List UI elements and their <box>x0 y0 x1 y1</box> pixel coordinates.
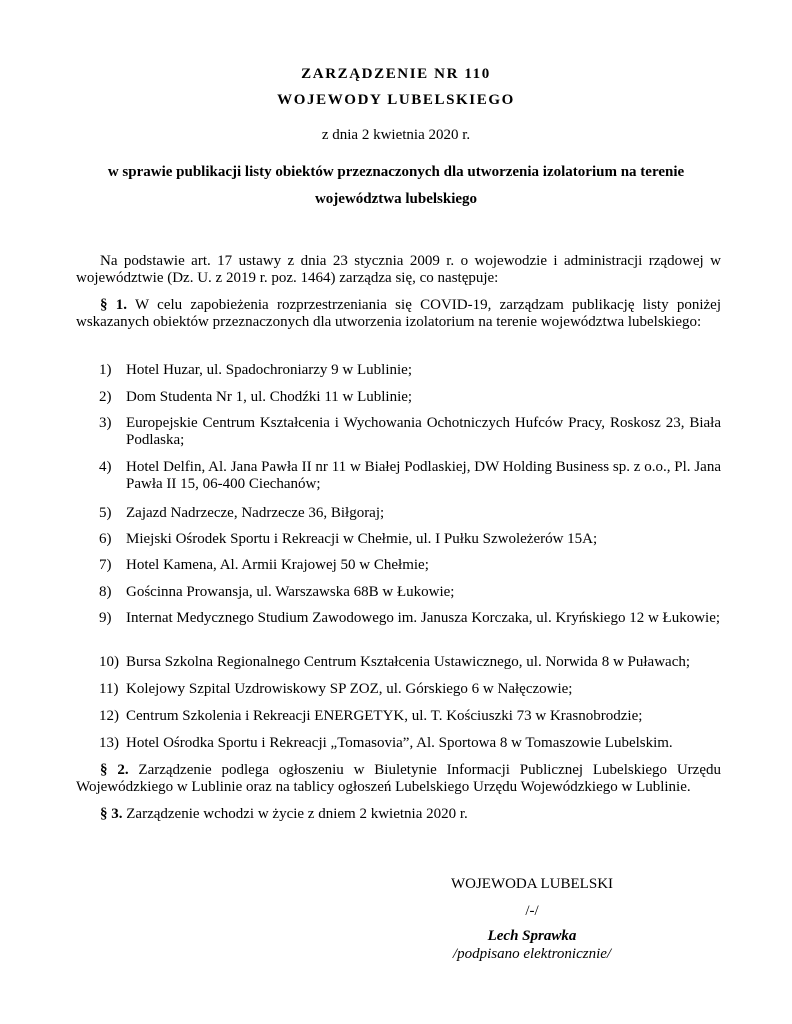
list-item <box>99 389 721 406</box>
list-item-text: Hotel Huzar, ul. Spadochroniarzy 9 w Lublinie; <box>126 362 412 378</box>
list-item-text: Hotel Kamena, Al. Armii Krajowej 50 w Chełmie; <box>126 557 429 573</box>
list-item <box>99 362 721 379</box>
list-item-number: 2) <box>99 389 112 405</box>
list-item-number: 5) <box>99 505 112 521</box>
list-item <box>99 459 721 493</box>
list-item <box>99 557 721 574</box>
signature-office: WOJEWODA LUBELSKI <box>450 876 614 892</box>
list-item-text: Bursa Szkolna Regionalnego Centrum Kształcenia Ustawicznego, ul. Norwida 8 w Puławach; <box>126 654 691 670</box>
list-item-number: 7) <box>99 557 112 573</box>
list-item-number: 12) <box>99 708 119 724</box>
document-title-line2: WOJEWODY LUBELSKIEGO <box>277 92 515 108</box>
paragraph-3-label: § 3. <box>100 806 123 822</box>
list-item-text: Gościnna Prowansja, ul. Warszawska 68B w Łukowie; <box>126 584 455 600</box>
document-date: z dnia 2 kwietnia 2020 r. <box>321 127 471 143</box>
list-item <box>99 610 721 627</box>
list-item-text: Hotel Ośrodka Sportu i Rekreacji „Tomasovia”, Al. Sportowa 8 w Tomaszowie Lubelskim. <box>126 735 673 751</box>
signature-mark: /-/ <box>525 903 539 919</box>
signature-name: Lech Sprawka <box>487 928 577 944</box>
paragraph-1-text: W celu zapobieżenia rozprzestrzeniania się COVID-19, zarządzam publikację listy poniżej wskazanych obiektów przeznaczonych dla utworzenia izolatorium na terenie województwa lubelskiego: <box>76 297 722 330</box>
list-item <box>99 654 721 671</box>
list-item-text: Hotel Delfin, Al. Jana Pawła II nr 11 w Białej Podlaskiej, DW Holding Business sp. z o.o., Pl. Jana Pawła II 15, 06-400 Ciechanów; <box>126 459 721 492</box>
document-subject-line1: w sprawie publikacji listy obiektów przeznaczonych dla utworzenia izolatorium na terenie <box>107 164 685 180</box>
document-subject-line2: województwa lubelskiego <box>314 191 478 207</box>
signature-note: /podpisano elektronicznie/ <box>452 946 612 962</box>
list-item-number: 13) <box>99 735 119 751</box>
list-item-number: 8) <box>99 584 112 600</box>
paragraph-1 <box>76 297 721 331</box>
list-item <box>99 681 721 698</box>
list-item-number: 10) <box>99 654 119 670</box>
list-item-text: Dom Studenta Nr 1, ul. Chodźki 11 w Lublinie; <box>126 389 413 405</box>
paragraph-2 <box>76 762 721 796</box>
paragraph-3-text: Zarządzenie wchodzi w życie z dniem 2 kwietnia 2020 r. <box>122 806 468 822</box>
list-item-number: 1) <box>99 362 112 378</box>
list-item-number: 11) <box>99 681 119 697</box>
paragraph-2-text: Zarządzenie podlega ogłoszeniu w Biuletynie Informacji Publicznej Lubelskiego Urzędu Wojewódzkiego w Lublinie oraz na tablicy ogłoszeń Lubelskiego Urzędu Wojewódzkiego w Lublinie. <box>76 762 721 795</box>
list-item-number: 3) <box>99 415 112 431</box>
list-item <box>99 584 721 601</box>
list-item <box>99 708 721 725</box>
document-title-line1: ZARZĄDZENIE NR 110 <box>301 66 491 82</box>
list-item-text: Centrum Szkolenia i Rekreacji ENERGETYK, ul. T. Kościuszki 73 w Krasnobrodzie; <box>126 708 643 724</box>
paragraph-3 <box>76 806 721 823</box>
preamble-paragraph: Na podstawie art. 17 ustawy z dnia 23 stycznia 2009 r. o wojewodzie i administracji rządowej w województwie (Dz. U. z 2019 r. poz. 1464) zarządza się, co następuje: <box>76 253 721 286</box>
paragraph-2-label: § 2. <box>100 762 129 778</box>
list-item <box>99 505 721 522</box>
list-item <box>99 531 721 548</box>
list-item-number: 4) <box>99 459 112 475</box>
list-item-text: Miejski Ośrodek Sportu i Rekreacji w Chełmie, ul. I Pułku Szwoleżerów 15A; <box>126 531 598 547</box>
list-item-text: Kolejowy Szpital Uzdrowiskowy SP ZOZ, ul. Górskiego 6 w Nałęczowie; <box>126 681 573 697</box>
list-item-text: Internat Medycznego Studium Zawodowego im. Janusza Korczaka, ul. Kryńskiego 12 w Łukowie; <box>126 610 721 626</box>
list-item-text: Zajazd Nadrzecze, Nadrzecze 36, Biłgoraj; <box>126 505 385 521</box>
list-item-text: Europejskie Centrum Kształcenia i Wychowania Ochotniczych Hufców Pracy, Roskosz 23, Biała Podlaska; <box>126 415 721 448</box>
list-item-number: 9) <box>99 610 112 626</box>
list-item <box>99 415 721 449</box>
list-item <box>99 735 721 752</box>
paragraph-1-label: § 1. <box>100 297 128 313</box>
list-item-number: 6) <box>99 531 112 547</box>
